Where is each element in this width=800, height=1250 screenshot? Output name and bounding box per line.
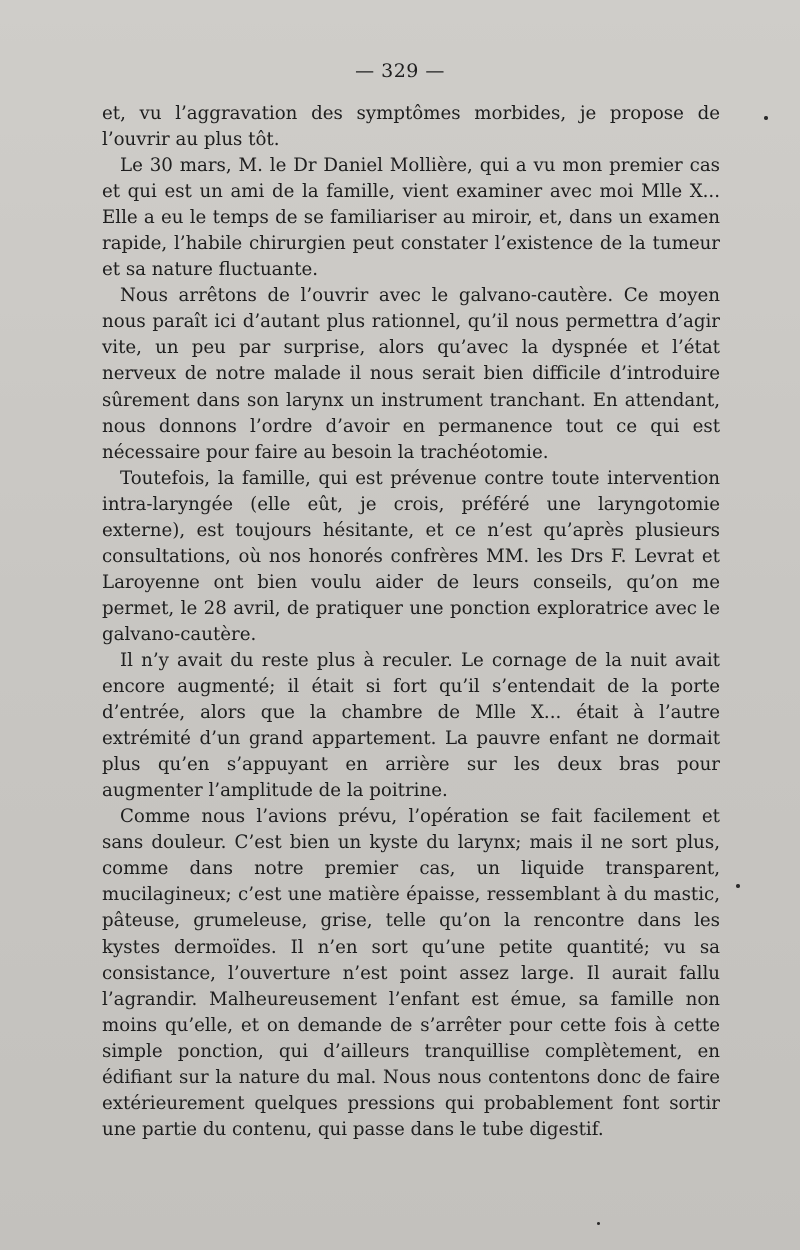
- paragraph-examination: Le 30 mars, M. le Dr Daniel Mollière, qui a vu mon premier cas et qui est un ami de la famille, vient examiner avec moi Mlle X... Elle a eu le temps de se familiariser au miroir, et, dans un examen rapide, l’habile chirurgien peut constater l’existence de la tumeur et sa nature fluctuante.: [102, 155, 720, 281]
- paragraph-cornage: Il n’y avait du reste plus à reculer. Le cornage de la nuit avait encore augmenté; il était si fort qu’il s’entendait de la porte d’entrée, alors que la chambre de Mlle X... était à l’autre extrémité d’un grand appartement. La pauvre enfant ne dormait plus qu’en s’appuyant en arrière sur les deux bras pour augmenter l’amplitude de la poitrine.: [102, 649, 720, 802]
- print-speck: [764, 116, 768, 120]
- print-speck: [736, 884, 740, 888]
- paragraph-family-hesitation: Toutefois, la famille, qui est prévenue contre toute intervention intra-laryngée (elle eût, je crois, préféré une laryngotomie externe), est toujours hésitante, et ce n’est qu’après plusieurs consultations, où nos honorés confrères MM. les Drs F. Levrat et Laroyenne ont bien voulu aider de leurs conseils, qu’on me permet, le 28 avril, de pratiquer une ponction exploratrice avec le galvano-cautère.: [102, 467, 720, 645]
- page-number: — 329 —: [355, 60, 445, 82]
- body-text: [102, 101, 720, 1143]
- paragraph-operation: Comme nous l’avions prévu, l’opération se fait facilement et sans douleur. C’est bien un kyste du larynx; mais il ne sort plus, comme dans notre premier cas, un liquide transparent, mucilagineux; c’est une matière épaisse, ressemblant à du mastic, pâteuse, grumeleuse, grise, telle qu’on la rencontre dans les kystes dermoïdes. Il n’en sort qu’une petite quantité; vu sa consistance, l’ouverture n’est point assez large. Il aurait fallu l’agrandir. Malheureusement l’enfant est émue, sa famille non moins qu’elle, et on demande de s’arrêter pour cette fois à cette simple ponction, qui d’ailleurs tranquillise complètement, en édifiant sur la nature du mal. Nous nous contentons donc de faire extérieurement quelques pressions qui probablement font sortir une partie du contenu, qui passe dans le tube digestif.: [102, 806, 720, 1140]
- paragraph-galvano-cautery: Nous arrêtons de l’ouvrir avec le galvano-cautère. Ce moyen nous paraît ici d’autant plus rationnel, qu’il nous permettra d’agir vite, un peu par surprise, alors qu’avec la dyspnée et l’état nerveux de notre malade il nous serait bien difficile d’introduire sûrement dans son larynx un instrument tranchant. En attendant, nous donnons l’ordre d’avoir en permanence tout ce qui est nécessaire pour faire au besoin la trachéotomie.: [102, 285, 720, 463]
- paragraph-continued: et, vu l’aggravation des symptômes morbides, je propose de l’ouvrir au plus tôt.: [102, 103, 720, 151]
- print-speck: [597, 1222, 600, 1225]
